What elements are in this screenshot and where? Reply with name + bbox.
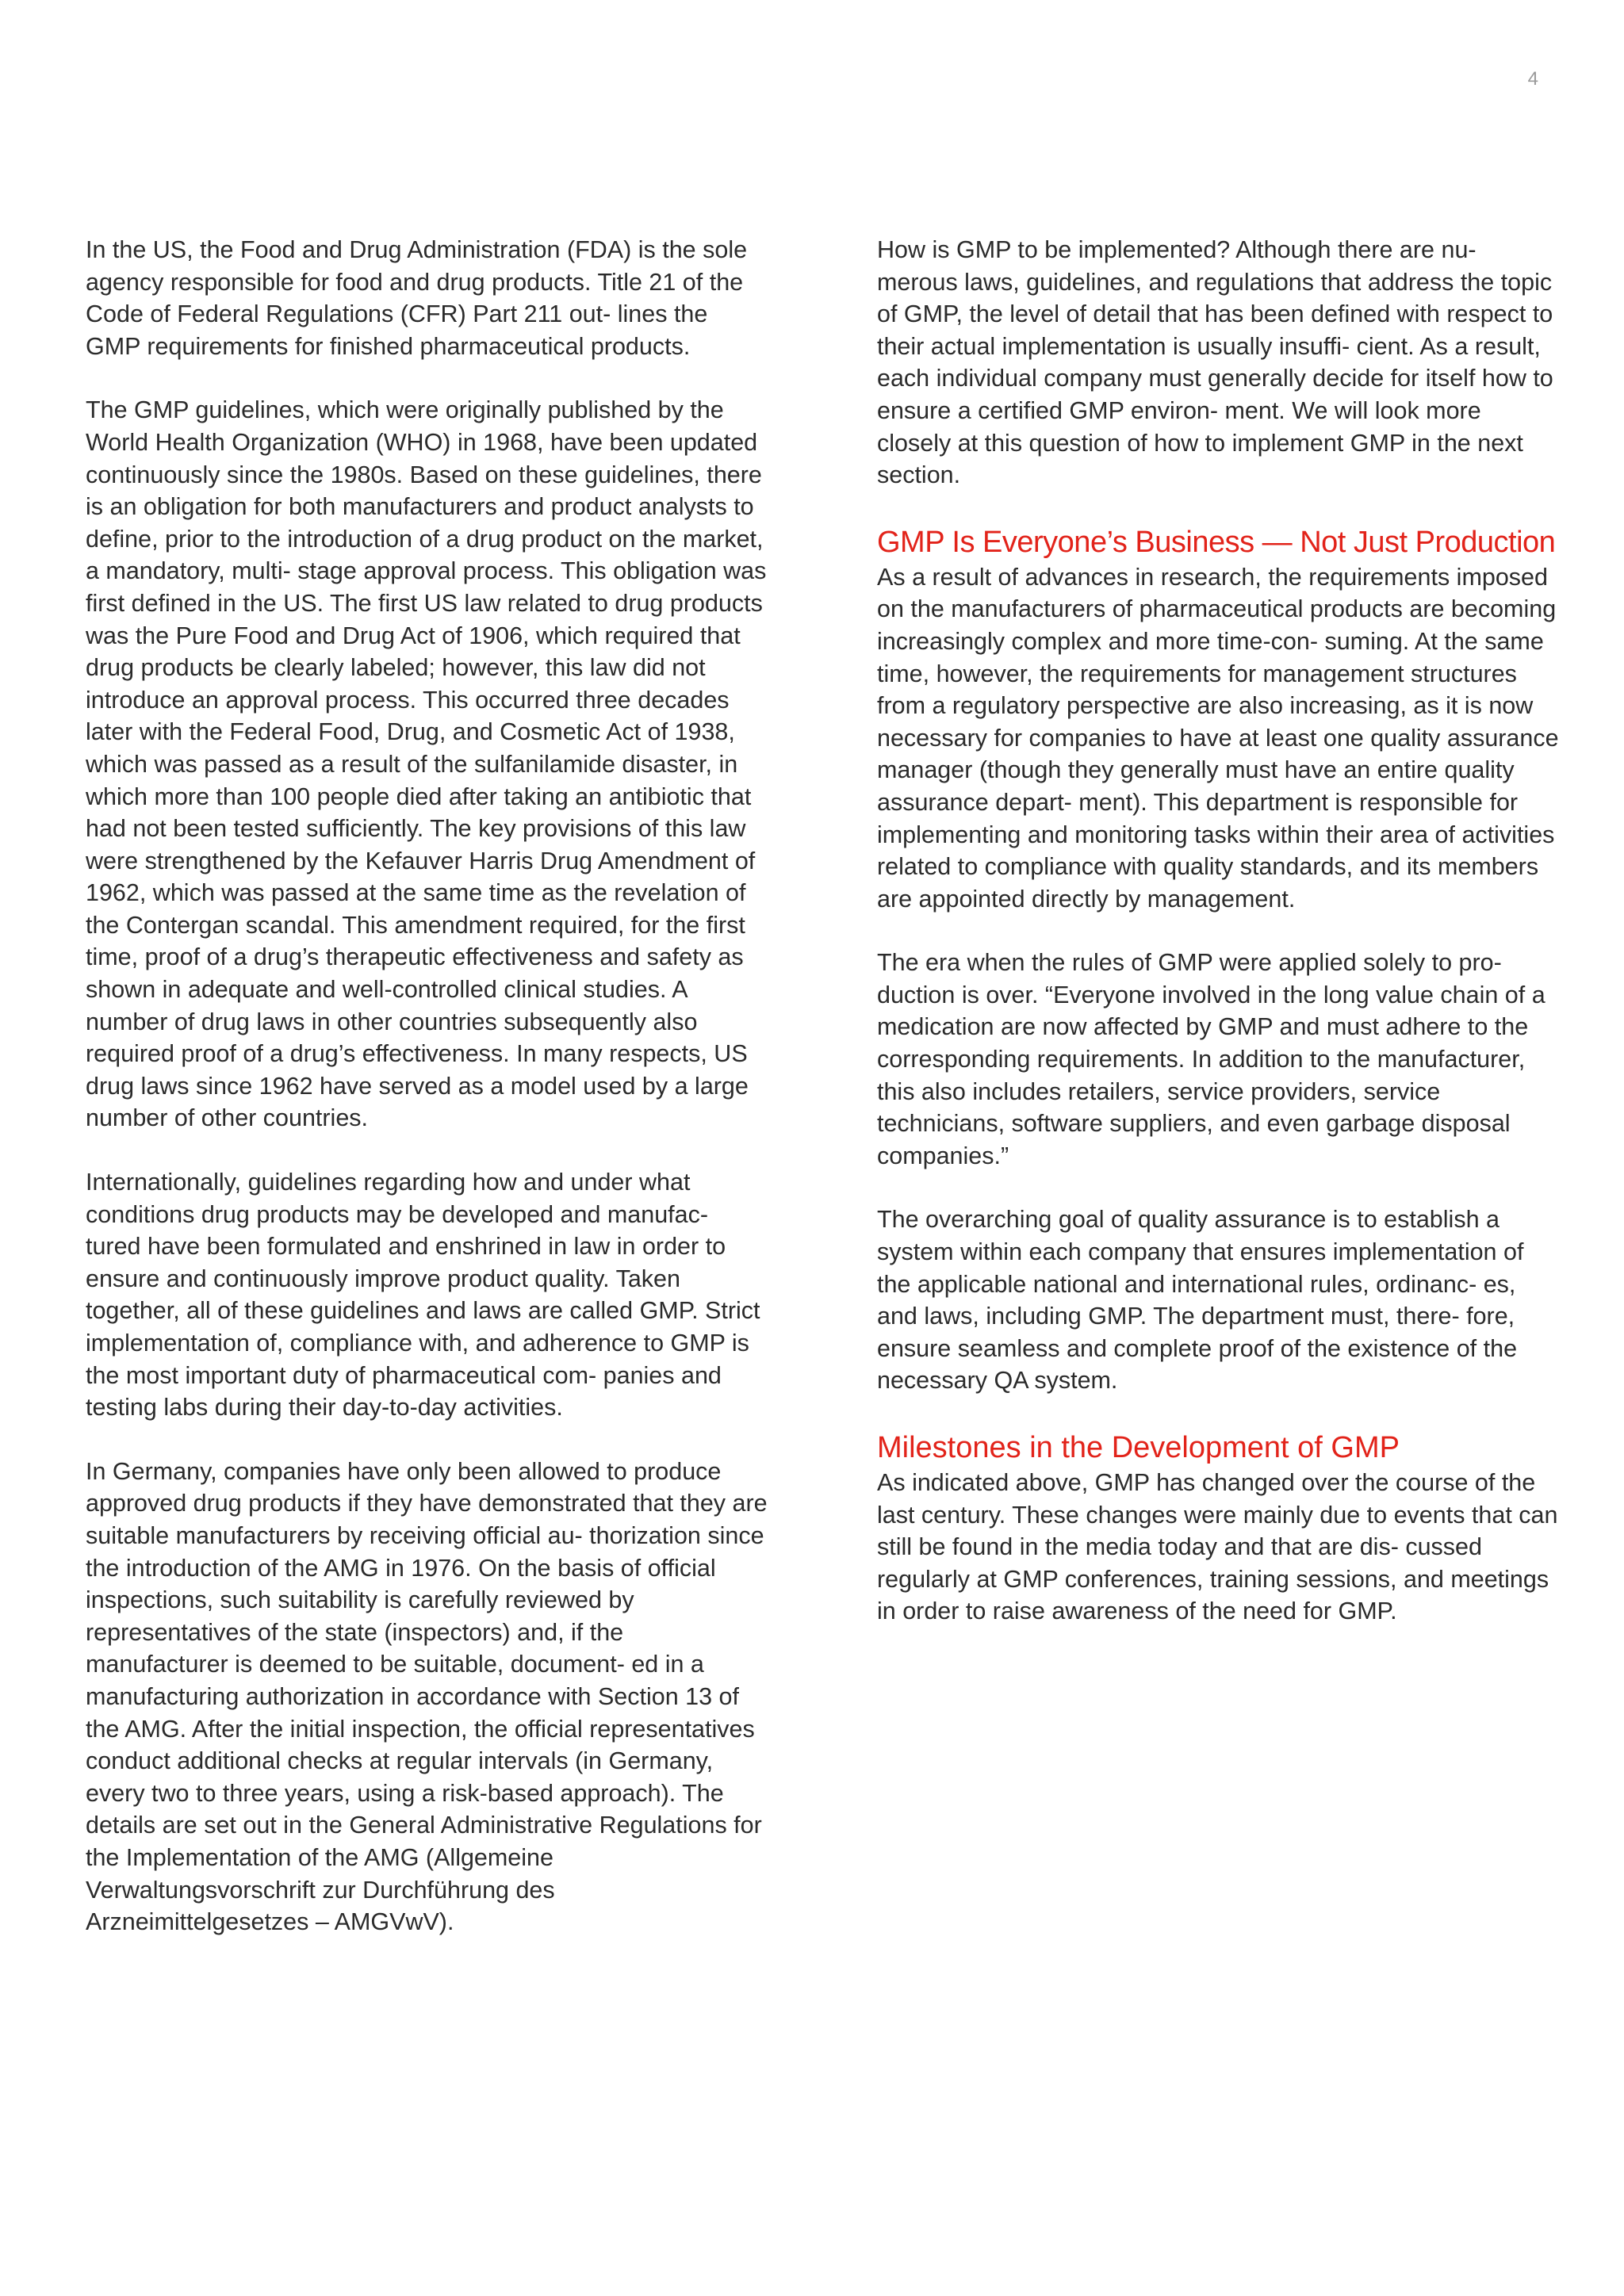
paragraph-implementation: How is GMP to be implemented? Although there are nu- merous laws, guidelines, and regulations that address the topic of GMP, the level of detail that has been defined with respect to their actual implementation is usually insuffi- cient. As a result, each individual company must generally decide for itself how to ensure a certified GMP environ- ment. We will look more closely at this question of how to implement GMP in the next section.	[877, 236, 1553, 489]
paragraph-fda: In the US, the Food and Drug Administration (FDA) is the sole agency responsible for food and drug products. Title 21 of the Code of Federal Regulations (CFR) Part 211 out- lines the GMP requirements for finished pharmaceutical products.	[86, 236, 748, 360]
paragraph-germany: In Germany, companies have only been allowed to produce approved drug products if they have demonstrated that they are suitable manufacturers by receiving official au- thorization since the introduction of the AMG in 1976. On the basis of official inspections, such suitability is carefully reviewed by representatives of the state (inspectors) and, if the manufacturer is deemed to be suitable, document- ed in a manufacturing authorization in accordance with Section 13 of the AMG. After the initial inspection, the official representatives conduct additional checks at regular intervals (in Germany, every two to three years, using a risk-based approach). The details are set out in the General Administrative Regulations for the Implementation of the AMG (Allgemeine Verwaltungsvorschrift zur Durchführung des Arzneimittelgesetzes – AMGVwV).	[86, 1457, 768, 1936]
paragraph-gmp-history: The GMP guidelines, which were originally published by the World Health Organization (WHO) in 1968, have been updated continuously since the 1980s. Based on these guidelines, there is an obligation for both manufacturers and product analysts to define, prior to the introduction of a drug product on the market, a mandatory, multi- stage approval process. This obligation was first defined in the US. The first US law related to drug products was the Pure Food and Drug Act of 1906, which required that drug products be clearly labeled; however, this law did not introduce an approval process. This occurred three decades later with the Federal Food, Drug, and Cosmetic Act of 1938, which was passed as a result of the sulfanilamide disaster, in which more than 100 people died after taking an antibiotic that had not been tested sufficiently. The key provisions of this law were strengthened by the Kefauver Harris Drug Amendment of 1962, which was passed at the same time as the revelation of the Contergan scandal. This amendment required, for the first time, proof of a drug’s therapeutic effectiveness and safety as shown in adequate and well-controlled clinical studies. A number of drug laws in other countries subsequently also required proof of a drug’s effectiveness. In many respects, US drug laws since 1962 have served as a model used by a large number of other countries.	[86, 396, 767, 1132]
section-heading-everyones-business: GMP Is Everyone’s Business — Not Just Production	[877, 525, 1556, 559]
right-column	[877, 234, 1559, 1659]
page-number: 4	[1527, 68, 1538, 90]
paragraph-international-guidelines: Internationally, guidelines regarding how and under what conditions drug products may be developed and manufac- tured have been formulated and enshrined in law in order to ensure and continuously improve product quality. Taken together, all of these guidelines and laws are called GMP. Strict implementation of, compliance with, and adherence to GMP is the most important duty of pharmaceutical com- panies and testing labs during their day-to-day activities.	[86, 1169, 760, 1422]
paragraph-milestones: As indicated above, GMP has changed over the course of the last century. These changes were mainly due to events that can still be found in the media today and that are dis- cussed regularly at GMP conferences, training sessions, and meetings in order to raise awareness of the need for GMP.	[877, 1469, 1558, 1625]
paragraph-requirements: As a result of advances in research, the requirements imposed on the manufacturers of pharmaceutical products are becoming increasingly complex and more time-con- suming. At the same time, however, the requirements for management structures from a regulatory perspective are also increasing, as it is now necessary for companies to have at least one quality assurance manager (though they generally must have an entire quality assurance depart- ment). This department is responsible for implementing and monitoring tasks within their area of activities related to compliance with quality standards, and its members are appointed directly by management.	[877, 563, 1559, 913]
left-column	[86, 234, 768, 1970]
section-heading-milestones: Milestones in the Development of GMP	[877, 1431, 1400, 1464]
paragraph-qa-goal: The overarching goal of quality assurance is to establish a system within each company that ensures implementation of the applicable national and international rules, ordinanc- es, and laws, including GMP. The department must, there- fore, ensure seamless and complete proof of the existence of the necessary QA system.	[877, 1206, 1524, 1395]
paragraph-production-era: The era when the rules of GMP were applied solely to pro- duction is over. “Everyone involved in the long value chain of a medication are now affected by GMP and must adhere to the corresponding requirements. In addition to the manufacturer, this also includes retailers, service providers, service technicians, software suppliers, and even garbage disposal companies.”	[877, 949, 1545, 1169]
